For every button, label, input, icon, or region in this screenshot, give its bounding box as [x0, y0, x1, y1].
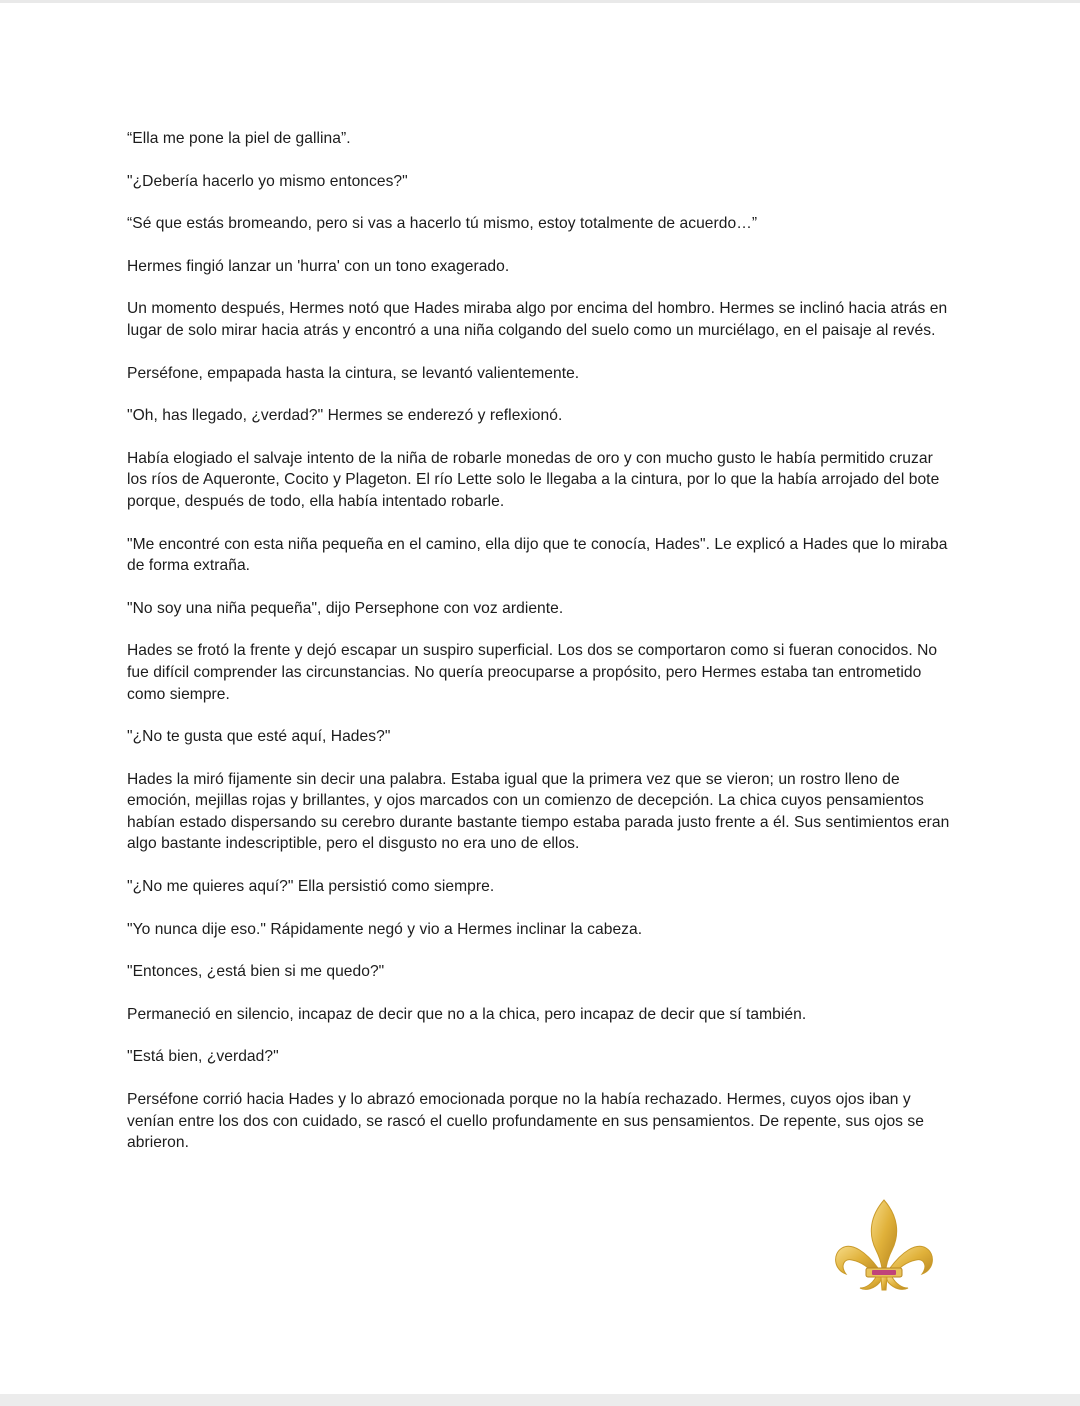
page-bottom-edge	[0, 1394, 1080, 1406]
fleur-de-lis-icon	[826, 1196, 942, 1326]
page-top-edge	[0, 0, 1080, 3]
paragraph: Un momento después, Hermes notó que Hades miraba algo por encima del hombro. Hermes se inclinó hacia atrás en lugar de solo mirar hacia atrás y encontró a una niña colgando del suelo como un murciélago, en el paisaje al revés.	[127, 300, 948, 339]
paragraph: Había elogiado el salvaje intento de la niña de robarle monedas de oro y con mucho gusto le había permitido cruzar los ríos de Aqueronte, Cocito y Plageton. El río Lette solo le llegaba a la cintura, por lo que la había arrojado del bote porque, después de todo, ella había intentado robarle.	[127, 449, 940, 510]
document-page	[127, 128, 957, 1175]
paragraph: “Ella me pone la piel de gallina”.	[127, 130, 351, 147]
paragraph: "¿No me quieres aquí?" Ella persistió como siempre.	[127, 878, 495, 896]
paragraph: "¿Debería hacerlo yo mismo entonces?"	[127, 172, 408, 190]
paragraph: "Yo nunca dije eso." Rápidamente negó y vio a Hermes inclinar la cabeza.	[127, 920, 643, 938]
paragraph: "No soy una niña pequeña", dijo Persephone con voz ardiente.	[127, 599, 564, 617]
paragraph: Hades la miró fijamente sin decir una palabra. Estaba igual que la primera vez que se vieron; un rostro lleno de emoción, mejillas rojas y brillantes, y ojos marcados con un comienzo de decepción. La chica cuyos pensamientos habían estado dispersando su cerebro durante bastante tiempo estaba parada justo frente a él. Sus sentimientos eran algo bastante indescriptible, pero el disgusto no era uno de ellos.	[127, 770, 950, 853]
paragraph: Hades se frotó la frente y dejó escapar un suspiro superficial. Los dos se comportaron como si fueran conocidos. No fue difícil comprender las circunstancias. No quería preocuparse a propósito, pero Hermes estaba tan entrometido como siempre.	[127, 642, 938, 703]
paragraph: Permaneció en silencio, incapaz de decir que no a la chica, pero incapaz de decir que sí también.	[127, 1005, 807, 1023]
paragraph: "Me encontré con esta niña pequeña en el camino, ella dijo que te conocía, Hades". Le explicó a Hades que lo miraba de forma extraña.	[127, 535, 948, 575]
paragraph: “Sé que estás bromeando, pero si vas a hacerlo tú mismo, estoy totalmente de acuerdo…”	[127, 215, 758, 233]
paragraph: Hermes fingió lanzar un 'hurra' con un tono exagerado.	[127, 257, 510, 275]
paragraph: "Está bien, ¿verdad?"	[127, 1048, 279, 1066]
paragraph: "¿No te gusta que esté aquí, Hades?"	[127, 728, 391, 746]
paragraph: "Entonces, ¿está bien si me quedo?"	[127, 963, 385, 981]
paragraph: Perséfone, empapada hasta la cintura, se levantó valientemente.	[127, 364, 580, 382]
paragraph: Perséfone corrió hacia Hades y lo abrazó emocionada porque no la había rechazado. Hermes, cuyos ojos iban y venían entre los dos con cuidado, se rascó el cuello profundamente en sus pensamientos. De repente, sus ojos se abrieron.	[127, 1091, 924, 1152]
watermark-logo	[826, 1196, 942, 1326]
paragraph: "Oh, has llegado, ¿verdad?" Hermes se enderezó y reflexionó.	[127, 407, 563, 425]
